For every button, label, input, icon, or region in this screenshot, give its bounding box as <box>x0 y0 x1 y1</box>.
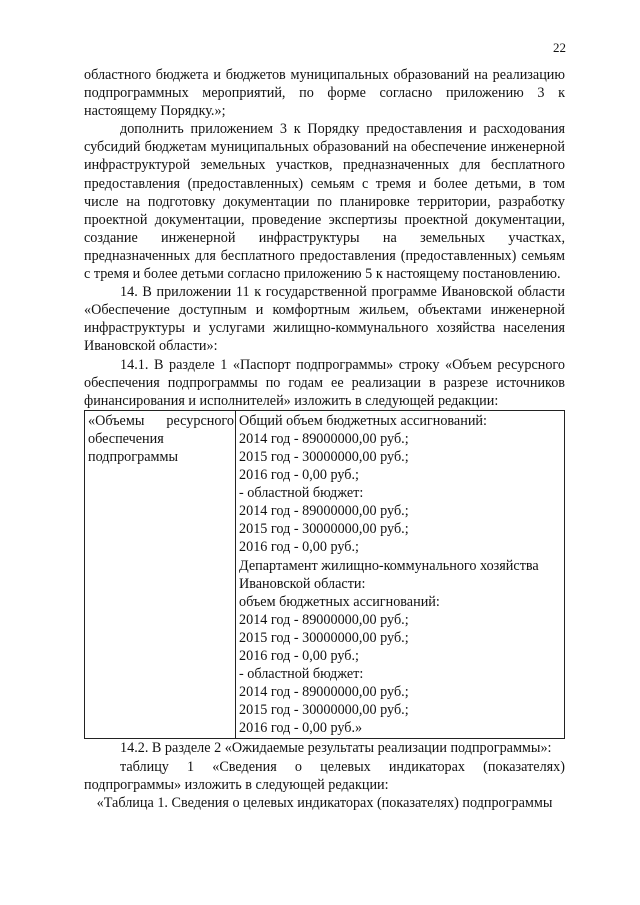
paragraph-table-1-intro: таблицу 1 «Сведения о целевых индикаторах (показателях) подпрограммы» изложить в следующей редакции: <box>84 758 565 793</box>
cell-line: обеспечения <box>88 430 164 447</box>
resource-table <box>84 410 565 740</box>
cell-line: 2015 год - 30000000,00 руб.; <box>239 629 409 646</box>
cell-line: 2015 год - 30000000,00 руб.; <box>239 702 409 719</box>
cell-line: 2015 год - 30000000,00 руб.; <box>239 521 409 538</box>
table-1-caption: «Таблица 1. Сведения о целевых индикаторах (показателях) подпрограммы <box>96 794 553 811</box>
paragraph-appendix-3: дополнить приложением 3 к Порядку предоставления и расходования субсидий бюджетам муниципальных образований на обеспечение инженерной инфраструктурой земельных участков, предназначенных для бесплатного предоставления (предоставленных) семьям с тремя и более детьми, в том числе на подготовку документации по планировке территории, разработку проектной документации, проведение экспертизы проектной документации, создание инженерной инфраструктуры на земельных участках, предназначенных для бесплатного предоставления (предоставленных) семьям с тремя и более детьми согласно приложению 5 к настоящему постановлению. <box>84 121 565 283</box>
table-row <box>85 410 565 739</box>
cell-line: «Объемы ресурсного <box>88 412 234 429</box>
document-body <box>84 66 565 812</box>
cell-line: объем бюджетных ассигнований: <box>239 593 440 610</box>
cell-line: 2014 год - 89000000,00 руб.; <box>239 503 409 520</box>
cell-line: 2014 год - 89000000,00 руб.; <box>239 430 409 447</box>
paragraph-item-14-1: 14.1. В разделе 1 «Паспорт подпрограммы» строку «Объем ресурсного обеспечения подпрограммы по годам ее реализации в разрезе источников финансирования и исполнителей» изложить в следующей редакции: <box>84 356 565 409</box>
cell-line: Департамент жилищно-коммунального хозяйства <box>239 557 539 574</box>
table-cell-values <box>236 410 565 739</box>
cell-line: 2016 год - 0,00 руб.» <box>239 720 363 737</box>
cell-line: 2016 год - 0,00 руб.; <box>239 539 360 556</box>
paragraph-item-14: 14. В приложении 11 к государственной программе Ивановской области «Обеспечение доступным и комфортным жильем, объектами инженерной инфраструктуры и услугами жилищно-коммунального хозяйства населения Ивановской области»: <box>84 284 565 355</box>
cell-line: Общий объем бюджетных ассигнований: <box>239 412 487 429</box>
page-number: 22 <box>553 40 566 55</box>
cell-line: 2014 год - 89000000,00 руб.; <box>239 611 409 628</box>
cell-line: - областной бюджет: <box>239 485 364 502</box>
paragraph-continuation: областного бюджета и бюджетов муниципальных образований на реализацию подпрограммных мероприятий, по форме согласно приложению 3 к настоящему Порядку.»; <box>84 67 565 120</box>
cell-line: 2015 год - 30000000,00 руб.; <box>239 448 409 465</box>
cell-line: 2016 год - 0,00 руб.; <box>239 648 360 664</box>
cell-line: 2016 год - 0,00 руб.; <box>239 467 360 484</box>
cell-line: 2014 год - 89000000,00 руб.; <box>239 684 409 701</box>
paragraph-item-14-2: 14.2. В разделе 2 «Ожидаемые результаты реализации подпрограммы»: <box>120 740 552 757</box>
cell-line: Ивановской области: <box>239 575 366 592</box>
cell-line: подпрограммы <box>88 448 178 465</box>
cell-line: - областной бюджет: <box>239 666 364 683</box>
table-cell-label <box>85 410 236 739</box>
